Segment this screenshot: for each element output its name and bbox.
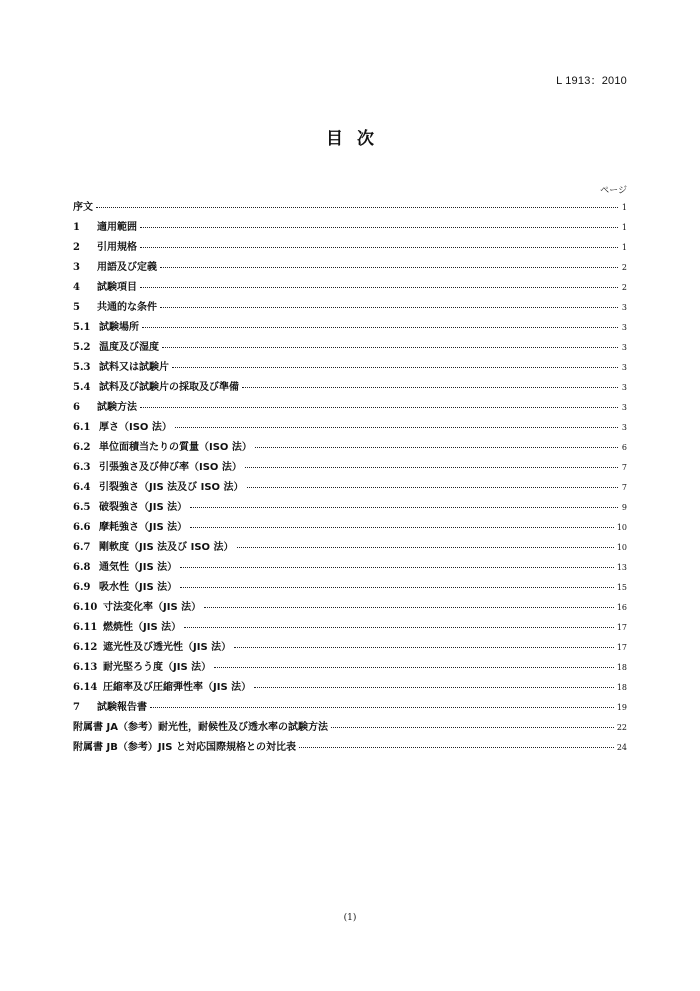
toc-entry-number: 7 <box>73 702 80 713</box>
toc-leader-dots <box>204 607 614 608</box>
toc-entry-number: 6 <box>73 402 80 413</box>
toc-entry-page: 1 <box>621 203 627 212</box>
toc-entry-page: 19 <box>616 703 627 712</box>
toc-entry-title: 遮光性及び透光性（JIS 法） <box>103 642 232 653</box>
toc-entry-title: 通気性（JIS 法） <box>99 562 178 573</box>
toc-leader-dots <box>140 227 618 228</box>
toc-leader-dots <box>172 367 618 368</box>
toc-entry-page: 16 <box>616 603 627 612</box>
toc-entry-page: 7 <box>621 483 627 492</box>
toc-entry-page: 10 <box>616 523 627 532</box>
toc-entry-number: 6.3 <box>73 462 91 473</box>
toc-entry-title: 圧縮率及び圧縮弾性率（JIS 法） <box>103 682 252 693</box>
toc-leader-dots <box>150 707 614 708</box>
toc-entry[interactable] <box>73 598 627 618</box>
toc-entry[interactable] <box>73 618 627 638</box>
toc-entry-title: 試料又は試験片 <box>99 362 169 373</box>
toc-leader-dots <box>175 427 618 428</box>
toc-entry-number: 6.1 <box>73 422 91 433</box>
toc-entry[interactable] <box>73 498 627 518</box>
toc-leader-dots <box>162 347 618 348</box>
toc-entry-number: 6.7 <box>73 542 91 553</box>
toc-entry[interactable] <box>73 518 627 538</box>
toc-entry-page: 17 <box>616 643 627 652</box>
toc-entry-number: 2 <box>73 242 80 253</box>
toc-entry[interactable] <box>73 298 627 318</box>
toc-entry[interactable] <box>73 338 627 358</box>
toc-entry-title: 燃焼性（JIS 法） <box>103 622 182 633</box>
toc-leader-dots <box>242 387 618 388</box>
toc-entry[interactable] <box>73 418 627 438</box>
toc-entry-number: 4 <box>73 282 80 293</box>
toc-entry[interactable] <box>73 358 627 378</box>
toc-entry-number: 6.8 <box>73 562 91 573</box>
table-of-contents <box>73 198 627 758</box>
toc-entry-page: 3 <box>621 363 627 372</box>
toc-entry[interactable] <box>73 578 627 598</box>
toc-leader-dots <box>160 267 618 268</box>
toc-entry[interactable] <box>73 398 627 418</box>
toc-entry-page: 18 <box>616 683 627 692</box>
toc-entry-page: 3 <box>621 343 627 352</box>
toc-leader-dots <box>180 587 614 588</box>
toc-entry-title: 引張強さ及び伸び率（ISO 法） <box>99 462 242 473</box>
toc-entry-number: 6.13 <box>73 662 98 673</box>
toc-entry-number: 5.2 <box>73 342 91 353</box>
toc-leader-dots <box>299 747 614 748</box>
toc-entry[interactable] <box>73 658 627 678</box>
toc-entry[interactable] <box>73 278 627 298</box>
toc-entry[interactable] <box>73 558 627 578</box>
toc-entry-page: 3 <box>621 383 627 392</box>
toc-leader-dots <box>140 247 618 248</box>
toc-entry-page: 1 <box>621 223 627 232</box>
toc-entry-title: 試験報告書 <box>97 702 147 713</box>
page-column-heading: ページ <box>600 186 627 196</box>
toc-entry[interactable] <box>73 538 627 558</box>
toc-entry[interactable] <box>73 218 627 238</box>
toc-entry-page: 22 <box>616 723 627 732</box>
toc-entry-number: 6.12 <box>73 642 98 653</box>
toc-entry-title: 附属書 JA（参考）耐光性，耐候性及び透水率の試験方法 <box>73 722 328 733</box>
toc-entry[interactable] <box>73 638 627 658</box>
toc-entry-title: 摩耗強さ（JIS 法） <box>99 522 188 533</box>
toc-entry-page: 9 <box>621 503 627 512</box>
standard-number: L 1913：2010 <box>556 75 627 87</box>
toc-leader-dots <box>140 287 618 288</box>
toc-leader-dots <box>180 567 614 568</box>
toc-entry-title: 試験項目 <box>97 282 137 293</box>
toc-leader-dots <box>245 467 618 468</box>
toc-entry-number: 6.10 <box>73 602 98 613</box>
toc-entry-page: 3 <box>621 423 627 432</box>
toc-entry-title: 温度及び湿度 <box>99 342 159 353</box>
toc-entry[interactable] <box>73 318 627 338</box>
toc-entry[interactable] <box>73 478 627 498</box>
toc-entry-title: 用語及び定義 <box>97 262 157 273</box>
toc-entry-title: 附属書 JB（参考）JIS と対応国際規格との対比表 <box>73 742 296 753</box>
toc-entry-number: 3 <box>73 262 80 273</box>
toc-entry-page: 3 <box>621 323 627 332</box>
toc-entry-title: 厚さ（ISO 法） <box>99 422 172 433</box>
toc-entry[interactable] <box>73 678 627 698</box>
toc-entry-number: 6.5 <box>73 502 91 513</box>
toc-entry-page: 6 <box>621 443 627 452</box>
toc-entry[interactable] <box>73 258 627 278</box>
toc-leader-dots <box>142 327 618 328</box>
toc-entry[interactable] <box>73 738 627 758</box>
toc-entry-title: 序文 <box>73 202 93 213</box>
toc-entry-title: 試料及び試験片の採取及び準備 <box>99 382 239 393</box>
toc-entry-title: 共通的な条件 <box>97 302 157 313</box>
toc-entry-title: 耐光堅ろう度（JIS 法） <box>103 662 212 673</box>
toc-entry[interactable] <box>73 718 627 738</box>
toc-leader-dots <box>247 487 618 488</box>
toc-leader-dots <box>254 687 614 688</box>
toc-entry[interactable] <box>73 378 627 398</box>
toc-leader-dots <box>190 507 618 508</box>
toc-entry[interactable] <box>73 238 627 258</box>
toc-entry-page: 2 <box>621 283 627 292</box>
toc-entry-page: 7 <box>621 463 627 472</box>
toc-leader-dots <box>184 627 614 628</box>
toc-entry-page: 10 <box>616 543 627 552</box>
toc-entry[interactable] <box>73 698 627 718</box>
toc-entry-title: 試験場所 <box>99 322 139 333</box>
page-title: 目次 <box>326 129 388 149</box>
toc-entry-number: 6.6 <box>73 522 91 533</box>
toc-leader-dots <box>190 527 614 528</box>
toc-leader-dots <box>214 667 614 668</box>
toc-entry-title: 適用範囲 <box>97 222 137 233</box>
toc-leader-dots <box>160 307 618 308</box>
toc-entry-title: 単位面積当たりの質量（ISO 法） <box>99 442 252 453</box>
toc-leader-dots <box>331 727 614 728</box>
toc-leader-dots <box>140 407 618 408</box>
toc-entry-page: 24 <box>616 743 627 752</box>
toc-entry[interactable] <box>73 198 627 218</box>
toc-entry-page: 13 <box>616 563 627 572</box>
toc-entry[interactable] <box>73 438 627 458</box>
toc-entry-title: 破裂強さ（JIS 法） <box>99 502 188 513</box>
toc-entry-page: 3 <box>621 303 627 312</box>
toc-entry-number: 6.14 <box>73 682 98 693</box>
toc-entry-number: 5 <box>73 302 80 313</box>
toc-entry-title: 引用規格 <box>97 242 137 253</box>
toc-entry-page: 18 <box>616 663 627 672</box>
footer-page-number: (1) <box>343 913 357 923</box>
toc-entry-title: 剛軟度（JIS 法及び ISO 法） <box>99 542 234 553</box>
toc-entry-page: 15 <box>616 583 627 592</box>
toc-entry-title: 寸法変化率（JIS 法） <box>103 602 202 613</box>
toc-leader-dots <box>96 207 618 208</box>
toc-entry-number: 6.11 <box>73 622 98 633</box>
toc-entry-page: 3 <box>621 403 627 412</box>
toc-entry-number: 6.4 <box>73 482 91 493</box>
toc-leader-dots <box>234 647 614 648</box>
toc-leader-dots <box>237 547 614 548</box>
toc-entry[interactable] <box>73 458 627 478</box>
toc-entry-number: 5.4 <box>73 382 91 393</box>
toc-entry-number: 5.1 <box>73 322 91 333</box>
toc-entry-number: 5.3 <box>73 362 91 373</box>
toc-entry-number: 6.2 <box>73 442 91 453</box>
toc-entry-number: 1 <box>73 222 80 233</box>
toc-entry-page: 17 <box>616 623 627 632</box>
toc-entry-page: 1 <box>621 243 627 252</box>
toc-entry-title: 試験方法 <box>97 402 137 413</box>
toc-entry-page: 2 <box>621 263 627 272</box>
toc-leader-dots <box>255 447 618 448</box>
toc-entry-number: 6.9 <box>73 582 91 593</box>
toc-entry-title: 引裂強さ（JIS 法及び ISO 法） <box>99 482 244 493</box>
toc-entry-title: 吸水性（JIS 法） <box>99 582 178 593</box>
